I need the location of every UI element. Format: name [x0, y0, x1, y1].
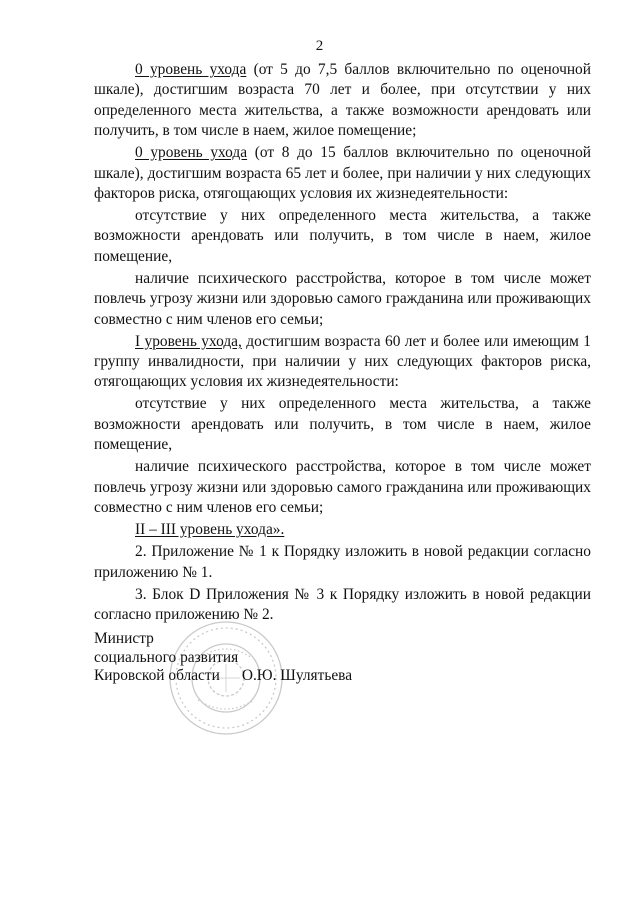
page-number: 2 — [315, 38, 324, 54]
paragraph-text: отсутствие у них определенного места жительства, а также возможности арендовать или получить, в том числе в наем, жилое помещение, — [94, 395, 591, 454]
paragraph-item-2 — [94, 542, 591, 583]
signature-title-line1: Министр — [94, 630, 154, 647]
signature-title-line3: Кировской области — [94, 667, 220, 684]
paragraph-text: 3. Блок D Приложения № 3 к Порядку изложить в новой редакции согласно приложению № 2. — [94, 585, 591, 623]
paragraph-text: (от 5 до 7,5 баллов включительно по оценочной шкале), достигшим возраста 70 лет и более, при отсутствии у них определенного места жительства, а также возможности арендовать или получить, в том числе в наем, жилое помещение; — [94, 61, 591, 140]
paragraph-text: 2. Приложение № 1 к Порядку изложить в новой редакции согласно приложению № 1. — [94, 543, 591, 581]
paragraph-text: достигшим возраста 60 лет и более или имеющим 1 группу инвалидности, при наличии у них следующих факторов риска, отягощающих условия их жизнедеятельности: — [94, 332, 591, 391]
underlined-term: I уровень ухода, — [135, 332, 242, 350]
paragraph-text: (от 8 до 15 баллов включительно по оценочной шкале), достигшим возраста 65 лет и более, при наличии у них следующих факторов риска, отягощающих условия их жизнедеятельности: — [94, 144, 591, 203]
paragraph-text: наличие психического расстройства, которое в том числе может повлечь угрозу жизни или здоровью самого гражданина или проживающих совместно с ним членов его семьи; — [94, 269, 591, 328]
signature-title-line3-row — [94, 667, 394, 686]
paragraph-level-2-3 — [94, 520, 591, 540]
underlined-term: 0 уровень ухода — [135, 61, 247, 78]
signature-block — [94, 630, 394, 686]
paragraph-text: отсутствие у них определенного места жительства, а также возможности арендовать или получить, в том числе в наем, жилое помещение, — [94, 207, 591, 265]
document-body — [94, 60, 591, 625]
signatory-name: О.Ю. Шулятьева — [241, 667, 353, 684]
signature-title-line2: социального развития — [94, 648, 239, 666]
paragraph-level-1 — [94, 332, 591, 393]
paragraph-level-0-a — [94, 60, 591, 142]
underlined-term: II – III уровень ухода». — [135, 521, 285, 539]
paragraph-mental-disorder-2 — [94, 457, 591, 518]
paragraph-level-0-b — [94, 143, 591, 204]
paragraph-text: наличие психического расстройства, которое в том числе может повлечь угрозу жизни или здоровью самого гражданина или проживающих совместно с ним членов его семьи; — [94, 458, 591, 517]
underlined-term: 0 уровень ухода — [135, 144, 248, 162]
paragraph-no-housing — [94, 206, 591, 267]
paragraph-no-housing-2 — [94, 394, 591, 455]
paragraph-mental-disorder — [94, 269, 591, 330]
